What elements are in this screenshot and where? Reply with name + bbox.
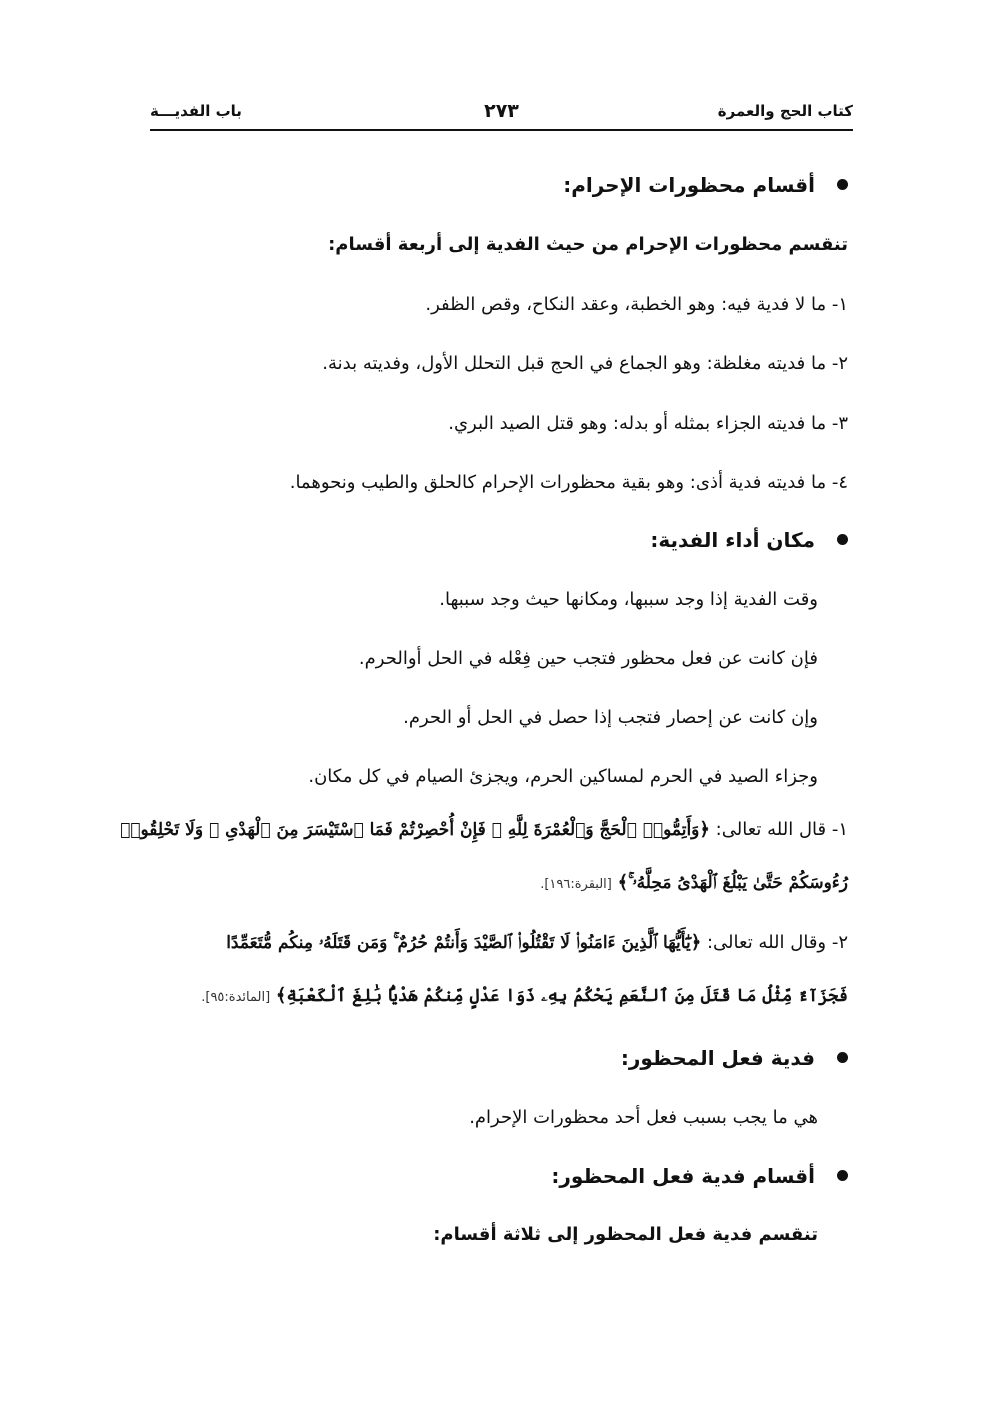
header-divider [150, 129, 853, 131]
evidence-prefix: ٢- وقال الله تعالى: [706, 932, 848, 953]
paragraph: هي ما يجب بسبب فعل أحد محظورات الإحرام. [469, 1107, 818, 1128]
chapter-title: باب الفديـــة [150, 102, 242, 120]
section-heading-fidya-place: مكان أداء الفدية: [140, 527, 848, 553]
verse-reference: [المائدة:٩٥]. [201, 990, 271, 1005]
quran-verse-text: رُءُوسَكُمْ حَتَّىٰ يَبْلُغَ ٱلْهَدْىُ مَحِلَّهُۥ ۚ [628, 873, 848, 893]
quran-verse-text: يَٰٓأَيُّهَا ٱلَّذِينَ ءَامَنُوا۟ لَا تَقْتُلُوا۟ ٱلصَّيْدَ وَأَنتُمْ حُرُمٌ ۚ وَمَن قَتَلَهُۥ مِنكُم مُّتَعَمِّدًا [226, 933, 691, 953]
paragraph: وقت الفدية إذا وجد سببها، ومكانها حيث وجد سببها. [439, 589, 818, 610]
bullet-icon [837, 1052, 848, 1063]
list-item: ٤- ما فديته فدية أذى: وهو بقية محظورات الإحرام كالحلق والطيب ونحوهما. [289, 472, 848, 493]
paragraph: فإن كانت عن فعل محظور فتجب حين فِعْله في الحل أوالحرم. [358, 648, 818, 669]
paragraph: وجزاء الصيد في الحرم لمساكين الحرم، ويجزئ الصيام في كل مكان. [308, 766, 818, 787]
list-item: ٢- ما فديته مغلظة: وهو الجماع في الحج قبل التحلل الأول، وفديته بدنة. [322, 353, 848, 374]
evidence-1-line2 [140, 870, 848, 898]
quran-verse-text: وَأَتِمُّوا۟ ٱلْحَجَّ وَٱلْعُمْرَةَ لِلَّهِ ۚ فَإِنْ أُحْصِرْتُمْ فَمَا ٱسْتَيْسَرَ مِنَ ٱلْهَدْىِ ۖ وَلَا تَحْلِقُوا۟ [120, 820, 700, 840]
quran-verse-text: فَجَزَآءٌ مِّثْلُ مَا قَتَلَ مِنَ ٱلنَّعَمِ يَحْكُمُ بِهِۦ ذَوَا عَدْلٍ مِّنكُمْ هَدْيًۢا بَٰلِغَ ٱلْكَعْبَةِ [286, 986, 848, 1006]
book-title: كتاب الحج والعمرة [717, 102, 853, 120]
bullet-icon [837, 534, 848, 545]
list-item: ٣- ما فديته الجزاء بمثله أو بدله: وهو قتل الصيد البري. [448, 413, 848, 434]
bullet-icon [837, 179, 848, 190]
section-intro: تنقسم فدية فعل المحظور إلى ثلاثة أقسام: [433, 1224, 818, 1245]
evidence-1-line1 [120, 817, 848, 843]
ornate-bracket-open: ﴿ [699, 819, 710, 840]
section-heading-fidya-types: أقسام فدية فعل المحظور: [140, 1163, 848, 1189]
paragraph: وإن كانت عن إحصار فتجب إذا حصل في الحل أو الحرم. [403, 707, 818, 728]
bullet-icon [837, 1170, 848, 1181]
list-item: ١- ما لا فدية فيه: وهو الخطبة، وعقد النكاح، وقص الظفر. [425, 294, 848, 315]
page-number: ٢٧٣ [484, 100, 519, 122]
verse-reference: [البقرة:١٩٦]. [540, 877, 612, 892]
ornate-bracket-open: ﴿ [690, 932, 702, 953]
section-heading-ihram-prohibitions: أقسام محظورات الإحرام: [140, 172, 848, 198]
evidence-prefix: ١- قال الله تعالى: [715, 819, 848, 840]
running-header [150, 100, 853, 130]
section-intro: تنقسم محظورات الإحرام من حيث الفدية إلى أربعة أقسام: [328, 234, 848, 255]
evidence-2-line1 [140, 930, 848, 956]
section-heading-prohibited-act-fidya: فدية فعل المحظور: [140, 1045, 848, 1071]
evidence-2-line2 [140, 983, 848, 1011]
ornate-bracket-close: ﴾ [617, 872, 629, 893]
ornate-bracket-close: ﴾ [275, 985, 287, 1006]
